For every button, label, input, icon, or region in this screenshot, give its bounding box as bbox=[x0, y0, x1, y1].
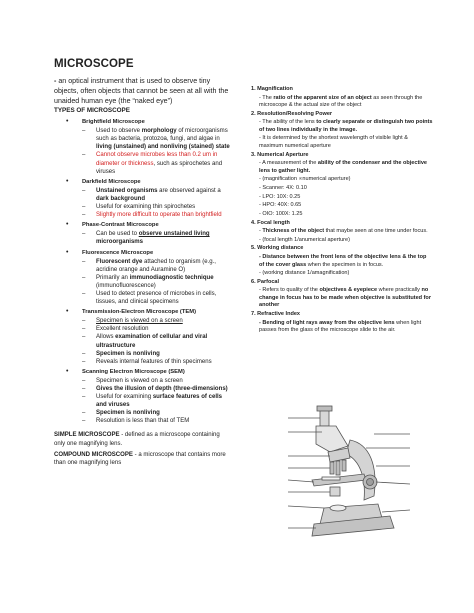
page-title: MICROSCOPE bbox=[54, 58, 134, 70]
text-run: - (magnification ∝numerical aperture) bbox=[259, 176, 351, 183]
microscope-type-name: • Fluorescence Microscope bbox=[82, 249, 154, 256]
text-run: Reveals internal features of thin specimens bbox=[96, 358, 212, 365]
property-text bbox=[251, 237, 433, 244]
text-run: Useful for examining bbox=[96, 394, 153, 401]
feature-item bbox=[82, 317, 232, 325]
text-run: Fluorescent dye bbox=[96, 258, 143, 265]
property-text bbox=[251, 194, 433, 201]
text-run: observe unstained living bbox=[138, 231, 210, 238]
text-run: Specimen is nonliving bbox=[96, 350, 160, 357]
feature-list bbox=[82, 127, 232, 176]
microscope-type-item bbox=[54, 249, 232, 307]
text-run: Thickness of the object bbox=[262, 228, 325, 235]
microscope-type-name: • Scanning Electron Microscope (SEM) bbox=[82, 368, 185, 375]
text-run: 7. Refractive Index bbox=[251, 310, 301, 317]
property-text bbox=[251, 320, 433, 335]
text-run: Specimen is nonliving bbox=[96, 410, 160, 417]
microscope-type-item bbox=[54, 368, 232, 426]
feature-item bbox=[82, 258, 232, 274]
compound-microscope-definition bbox=[54, 451, 232, 467]
feature-item bbox=[82, 203, 232, 211]
feature-list bbox=[82, 317, 232, 366]
text-run: - It is determined by the shortest wavelength of visible light & maximum numerical aperture bbox=[259, 135, 408, 149]
property-text bbox=[251, 202, 433, 209]
text-run: that maybe seen at one time under focus. bbox=[324, 228, 428, 235]
text-run: where practically bbox=[377, 287, 422, 294]
microscope-type-name: • Transmission-Electron Microscope (TEM) bbox=[82, 309, 197, 316]
property-heading bbox=[251, 245, 433, 252]
text-run: are observed against a bbox=[157, 187, 221, 194]
property-text bbox=[251, 228, 433, 235]
property-text bbox=[251, 254, 433, 269]
text-run: Allows bbox=[96, 334, 116, 341]
text-run: living (unstained) and nonliving (stained) state bbox=[96, 144, 230, 151]
property-heading bbox=[251, 220, 433, 227]
property-text bbox=[251, 211, 433, 218]
property-text bbox=[251, 270, 433, 277]
feature-item bbox=[82, 325, 232, 333]
text-run: to clearly separate or distinguish two points of two lines individually in the image. bbox=[259, 119, 433, 133]
microscope-type-item bbox=[54, 221, 232, 246]
property-heading bbox=[251, 279, 433, 286]
text-run: examination of cellular and viral ultrastructure bbox=[96, 334, 208, 349]
text-run: - OIO: 100X: 1.25 bbox=[259, 210, 303, 217]
text-run: Cannot observe microbes less than 0.2 um in diameter or thickness bbox=[96, 152, 218, 167]
feature-item bbox=[82, 358, 232, 366]
microscope-types-list bbox=[54, 118, 232, 425]
feature-item bbox=[82, 377, 232, 385]
intro-dash: - bbox=[54, 77, 57, 85]
intro-text: an optical instrument that is used to observe tiny objects, often objects that cannot be seen at all with the unaided human eye (the “naked eye”) bbox=[54, 77, 229, 105]
text-run: - (working distance 1/amagnification) bbox=[259, 270, 350, 277]
text-run: Used to detect presence of microbes in cells, tissues, and clinical specimens bbox=[96, 290, 217, 306]
text-run: of microorganisms such as bacteria, protozoa, fungi, and algae in bbox=[96, 128, 228, 143]
text-run: Resolution is less than that of TEM bbox=[96, 418, 190, 425]
intro-definition bbox=[54, 76, 232, 106]
text-run: Useful for examining thin spirochetes bbox=[96, 204, 196, 211]
feature-item bbox=[82, 211, 232, 219]
feature-item bbox=[82, 393, 232, 409]
text-run: surface features of cells and viruses bbox=[96, 394, 223, 409]
microscope-type-name: • Darkfield Microscope bbox=[82, 178, 141, 185]
text-run: 4. Focal length bbox=[251, 219, 290, 226]
feature-item bbox=[82, 417, 232, 425]
property-text bbox=[251, 176, 433, 183]
text-run: Gives the illusion of depth (three-dimensions) bbox=[96, 386, 228, 392]
property-text bbox=[251, 119, 433, 134]
property-text bbox=[251, 135, 433, 150]
text-run: when light passes from the glass of the microscope slide to the air. bbox=[259, 319, 422, 334]
feature-item bbox=[82, 333, 232, 349]
feature-item bbox=[82, 409, 232, 417]
feature-item bbox=[82, 230, 232, 246]
text-run: - Bending of light rays away from the objective lens bbox=[259, 319, 395, 326]
feature-item bbox=[82, 187, 232, 203]
simple-microscope-label: SIMPLE MICROSCOPE bbox=[54, 432, 120, 439]
text-run: no change in focus has to be made when objective is substituted for another bbox=[259, 287, 431, 309]
property-heading bbox=[251, 86, 433, 93]
text-run: 5. Working distance bbox=[251, 245, 304, 252]
text-run: - LPO: 10X: 0.25 bbox=[259, 193, 301, 200]
property-text bbox=[251, 95, 433, 110]
text-run: - Refers to quality of the bbox=[259, 287, 320, 294]
types-heading: TYPES OF MICROSCOPE bbox=[54, 107, 130, 114]
simple-microscope-text: - defined as a microscope containing only one magnifying lens. bbox=[54, 432, 220, 447]
text-run: ability of the condenser and the objective lens to gather light. bbox=[259, 160, 428, 174]
microscope-diagram bbox=[286, 404, 414, 554]
text-run: when the specimen is in focus. bbox=[306, 261, 384, 268]
text-run: 1. Magnification bbox=[251, 86, 293, 92]
text-run: Excellent resolution bbox=[96, 326, 149, 333]
feature-list bbox=[82, 258, 232, 307]
feature-item bbox=[82, 151, 232, 175]
text-run: - A measurement of the bbox=[259, 160, 318, 167]
left-column bbox=[54, 58, 232, 470]
text-run: - Scanner: 4X: 0.10 bbox=[259, 184, 307, 191]
text-run: - bbox=[259, 228, 263, 235]
property-text bbox=[251, 287, 433, 309]
microscope-type-item bbox=[54, 178, 232, 219]
text-run: 2. Resolution/Resolving Power bbox=[251, 110, 333, 117]
text-run: - HPO: 40X: 0.65 bbox=[259, 202, 302, 209]
feature-item bbox=[82, 127, 232, 151]
feature-item bbox=[82, 290, 232, 306]
property-heading bbox=[251, 152, 433, 159]
compound-microscope-label: COMPOUND MICROSCOPE bbox=[54, 451, 133, 458]
text-run: microorganisms bbox=[96, 239, 144, 246]
microscope-type-item bbox=[54, 308, 232, 366]
feature-item bbox=[82, 350, 232, 358]
text-run: (immunofluorescence) bbox=[96, 282, 156, 289]
simple-microscope-definition bbox=[54, 431, 232, 447]
definitions-block bbox=[54, 431, 232, 466]
feature-item bbox=[82, 274, 232, 290]
text-run: Specimen is viewed on a screen bbox=[96, 377, 183, 384]
text-run: , such as spirochetes and viruses bbox=[96, 160, 223, 175]
property-heading bbox=[251, 111, 433, 118]
text-run: ratio of the apparent size of an object bbox=[273, 94, 372, 101]
property-text bbox=[251, 185, 433, 192]
text-run: Specimen is viewed on a screen bbox=[96, 318, 183, 325]
text-run: - (focal length 1/anumerical aperture) bbox=[259, 236, 350, 243]
text-run: Slightly more difficult to operate than brightfield bbox=[96, 212, 222, 219]
feature-list bbox=[82, 230, 232, 246]
text-run: as seen through the microscope & the actual size of the object bbox=[259, 94, 423, 109]
feature-list bbox=[82, 187, 232, 219]
property-text bbox=[251, 160, 433, 175]
right-column bbox=[251, 86, 433, 336]
text-run: Unstained organisms bbox=[96, 187, 158, 194]
text-run: Can be used to bbox=[96, 231, 139, 238]
text-run: morphology bbox=[141, 128, 177, 135]
text-run: - Distance between the front lens of the objective lens & the top of the cover glass bbox=[259, 254, 427, 268]
text-run: objectives & eyepiece bbox=[319, 287, 378, 294]
text-run: 3. Numerical Aperture bbox=[251, 151, 309, 158]
text-run: 6. Parfocal bbox=[251, 278, 280, 285]
microscope-type-item bbox=[54, 118, 232, 176]
feature-list bbox=[82, 377, 232, 426]
text-run: Used to observe bbox=[96, 128, 142, 135]
text-run: - The ability of the lens bbox=[259, 119, 317, 126]
text-run: Primarily an bbox=[96, 274, 130, 281]
text-run: dark background bbox=[96, 195, 146, 202]
microscope-type-name: • Brightfield Microscope bbox=[82, 119, 145, 126]
compound-microscope-text: - a microscope that contains more than one magnifying lens bbox=[54, 451, 226, 466]
property-heading bbox=[251, 311, 433, 318]
text-run: attached to organism (e.g., acridine orange and Auramine O) bbox=[96, 258, 216, 273]
feature-item bbox=[82, 385, 232, 393]
text-run: immunodiagnostic technique bbox=[129, 274, 214, 281]
text-run: - The bbox=[259, 94, 274, 101]
microscope-type-name: • Phase-Contrast Microscope bbox=[82, 222, 159, 229]
